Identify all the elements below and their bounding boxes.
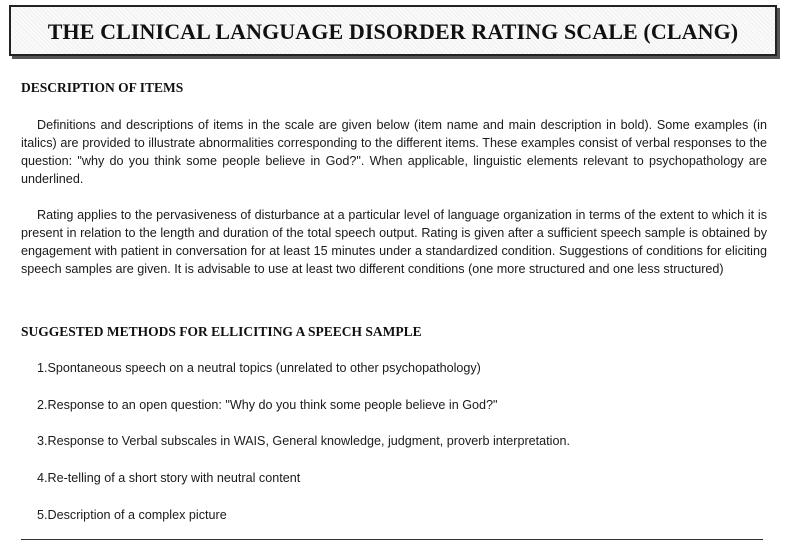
method-item-5: 5.Description of a complex picture bbox=[37, 508, 227, 522]
title-box bbox=[9, 5, 777, 56]
description-heading: DESCRIPTION OF ITEMS bbox=[21, 80, 184, 95]
document-title: THE CLINICAL LANGUAGE DISORDER RATING SCALE (CLANG) bbox=[47, 18, 739, 44]
methods-heading: SUGGESTED METHODS FOR ELLICITING A SPEECH SAMPLE bbox=[21, 324, 422, 339]
method-item-2: 2.Response to an open question: "Why do you think some people believe in God?" bbox=[37, 398, 498, 412]
method-item-3: 3.Response to Verbal subscales in WAIS, General knowledge, judgment, proverb interpretation. bbox=[37, 434, 570, 448]
description-paragraph-2: Rating applies to the pervasiveness of disturbance at a particular level of language organization in terms of the extent to which it is present in relation to the length and duration of the total speech output. Rating is given after a sufficient speech sample is obtained by engagement with patient in conversation for at least 15 minutes under a standardized condition. Suggestions of conditions for eliciting speech samples are given. It is advisable to use at least two different conditions (one more structured and one less structured) bbox=[21, 208, 767, 276]
method-item-4: 4.Re-telling of a short story with neutral content bbox=[37, 471, 301, 485]
bottom-rule bbox=[21, 539, 763, 540]
description-paragraph-1: Definitions and descriptions of items in the scale are given below (item name and main description in bold). Some examples (in italics) are provided to illustrate abnormalities corresponding to the different items. These examples consist of verbal responses to the question: "why do you think some people believe in God?". When applicable, linguistic elements relevant to psychopathology are underlined. bbox=[21, 118, 767, 186]
method-item-1: 1.Spontaneous speech on a neutral topics (unrelated to other psychopathology) bbox=[37, 361, 481, 375]
